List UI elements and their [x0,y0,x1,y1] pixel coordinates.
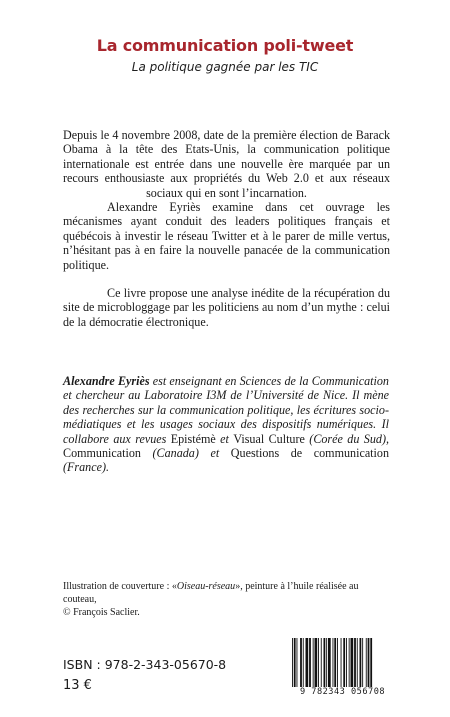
author-bio-text-5: (France). [63,460,110,475]
author-bio-text-4: (Canada) et [140,446,231,461]
author-name: Alexandre Eyriès [63,374,150,388]
journal-name-questions: Questions de communication [230,446,389,461]
author-bio [63,374,389,475]
credit-copyright: © François Saclier. [63,607,140,618]
isbn: ISBN : 978-2-343-05670-8 [63,657,227,672]
barcode-bars [290,638,395,688]
credit-artwork-title: Oiseau-réseau [176,581,236,592]
summary-text [63,128,390,329]
barcode-digits: 9 782343 056708 [290,687,395,698]
barcode [290,638,395,700]
cover-credit [63,580,393,619]
summary-paragraph-2: Alexandre Eyriès examine dans cet ouvrage les mécanismes ayant conduit des leaders politiques français et québécois à investir le réseau Twitter et à le parer de mille vertus, n’hésitant pas à en faire la nouvelle panacée de la communication politique. [63,200,390,272]
author-bio-text-2: et [215,431,234,446]
price: 13 € [63,678,92,693]
journal-name-visual-culture: Visual Culture [233,431,305,446]
credit-prefix: Illustration de couverture : « [63,581,177,592]
book-subtitle: La politique gagnée par les TIC [131,60,319,74]
credit-suffix: », peinture à l’huile réalisée au couteau, [63,581,359,605]
summary-paragraph-3: Ce livre propose une analyse inédite de la récupération du site de microbloggage par les politiciens au nom d’un mythe : celui de la démocratie électronique. [63,286,390,329]
author-bio-text-3: (Corée du Sud), [304,431,389,446]
author-bio-text-1: est enseignant en Sciences de la Communication et chercheur au Laboratoire I3M de l’Université de Nice. Il mène des recherches sur la communication politique, les écritures socio-médiatiques et les usages sociaux des dispositifs numériques. Il collabore aux revues [63,374,389,446]
journal-name-communication: Communication [63,446,141,461]
book-title: La communication poli-tweet [96,36,354,55]
summary-paragraph-1: Depuis le 4 novembre 2008, date de la première élection de Barack Obama à la tête des Etats-Unis, la communication politique internationale est entrée dans une nouvelle ère marquée par un recours enthousiaste aux propriétés du Web 2.0 et aux réseaux sociaux qui en sont l’incarnation. [63,128,390,200]
journal-name-episteme: Epistémè [170,431,216,446]
